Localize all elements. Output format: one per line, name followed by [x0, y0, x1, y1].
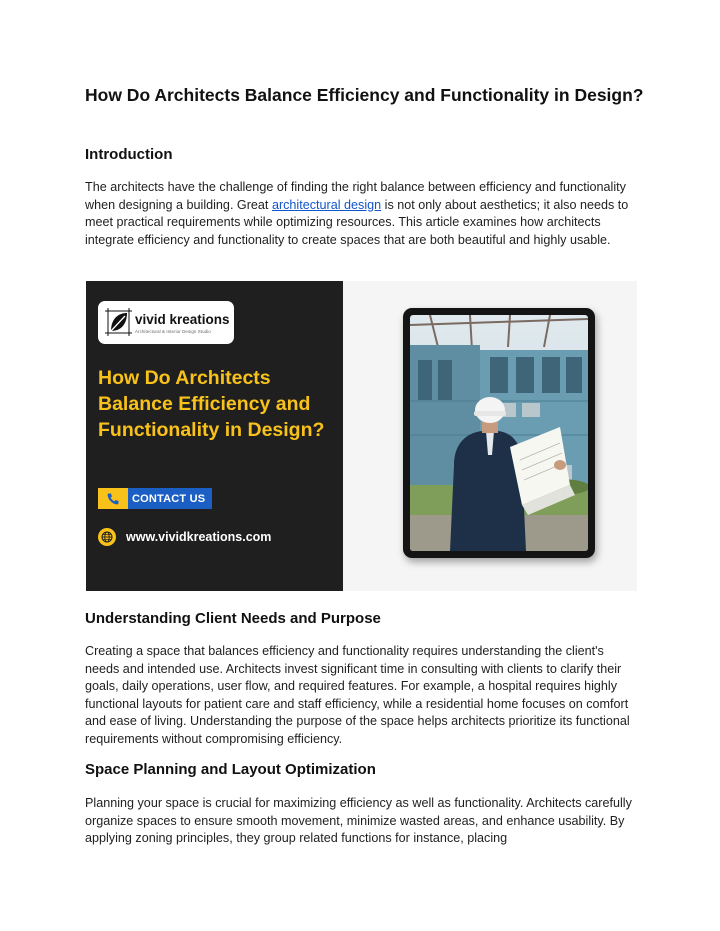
- space-planning-paragraph: Planning your space is crucial for maximizing efficiency as well as functionality. Architects carefully organize spaces to ensure smooth movement, minimize wasted areas, and enhance usability. By applying zoning principles, they group related functions for instance, placing: [85, 796, 632, 846]
- architect-photo: [410, 315, 588, 551]
- client-needs-heading: Understanding Client Needs and Purpose: [85, 610, 381, 627]
- tablet-frame: [403, 308, 595, 558]
- intro-paragraph: [85, 179, 641, 249]
- banner-dark-panel: [86, 281, 343, 591]
- contact-us-button[interactable]: [98, 488, 212, 509]
- brand-logo: [98, 301, 234, 344]
- website-url: www.vividkreations.com: [126, 530, 272, 544]
- space-planning-heading: Space Planning and Layout Optimization: [85, 761, 376, 778]
- architect-with-blueprint-illustration: [410, 315, 588, 551]
- banner-photo-panel: [343, 281, 637, 591]
- architectural-design-link[interactable]: architectural design: [271, 197, 382, 212]
- intro-text-end: is not only about aesthetics; it also needs to meet practical requirements while optimizing resources. This article examines how architects integrate efficiency and functionality to create spaces that are both beautiful and highly usable.: [85, 197, 629, 247]
- intro-text-start: The architects have the challenge of finding the right balance between efficiency and functionality when designing a building. Great: [85, 180, 626, 212]
- banner-headline: How Do Architects Balance Efficiency and Functionality in Design?: [98, 367, 325, 442]
- logo-mark-icon: [105, 308, 132, 336]
- intro-heading: Introduction: [85, 146, 173, 163]
- article-title: How Do Architects Balance Efficiency and Functionality in Design?: [85, 85, 644, 105]
- logo-tagline: Architectural & Interior Design Studio: [135, 329, 211, 334]
- client-needs-paragraph: Creating a space that balances efficiency and functionality requires understanding the client's needs and intended use. Architects invest significant time in consulting with clients to clarify their goals, daily operations, user flow, and required features. For example, a hospital requires highly functional layouts for patient care and staff efficiency, while a residential home focuses on comfort and ease of living. Understanding the purpose of the space helps architects prioritize its functional requirements without compromising efficiency.: [85, 644, 630, 746]
- globe-icon: [98, 528, 116, 546]
- logo-name: vivid kreations: [135, 312, 230, 327]
- article-banner-image: [86, 281, 637, 591]
- contact-us-label: CONTACT US: [128, 488, 212, 509]
- phone-icon: [98, 488, 128, 509]
- website-row: [98, 528, 271, 546]
